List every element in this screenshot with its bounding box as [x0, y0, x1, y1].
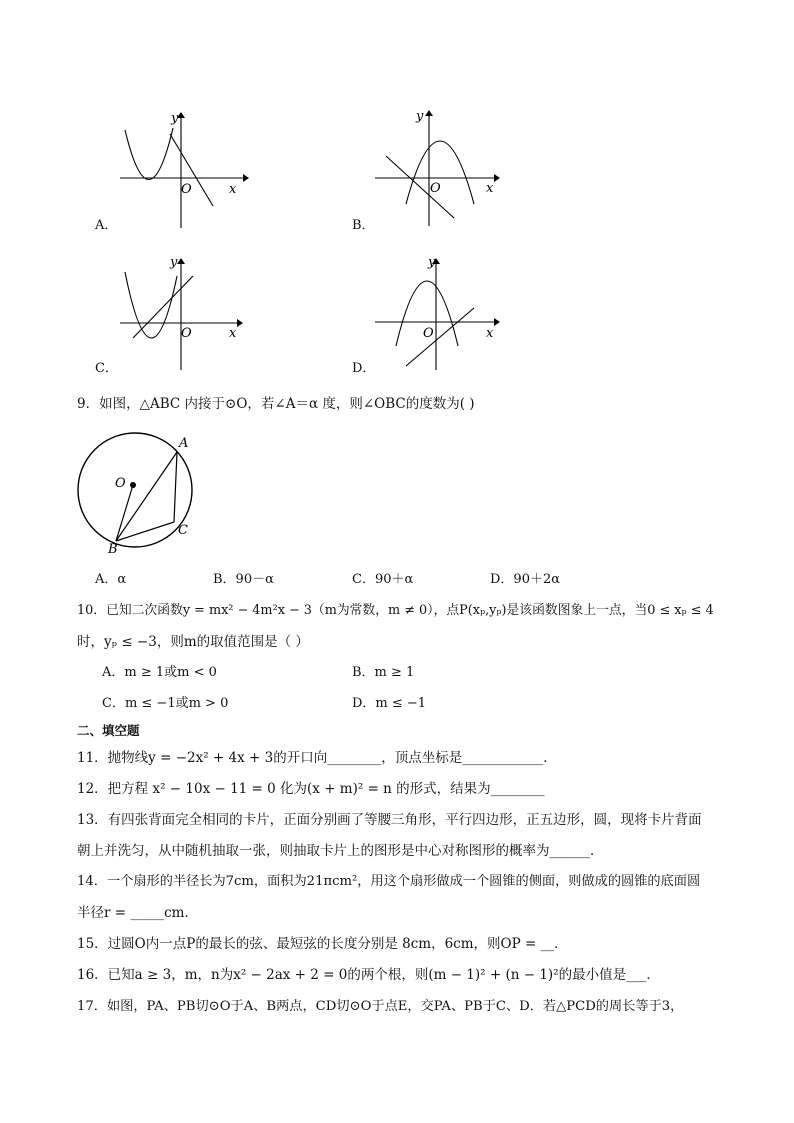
graph-b	[370, 108, 505, 228]
axis-y-label: y	[428, 255, 436, 270]
q10-line1: 10．已知二次函数y = mx² − 4m²x − 3（m为常数，m ≠ 0），点P(xₚ,yₚ)是该函数图象上一点，当0 ≤ xₚ ≤ 4	[77, 603, 714, 618]
q15-text: 15．过圆O内一点P的最长的弦、最短弦的长度分别是 8cm，6cm，则OP = __．	[77, 936, 568, 952]
q11-text: 11．抛物线y = −2x² + 4x + 3的开口向________，顶点坐标是____________．	[77, 750, 557, 766]
q10-option-b: B．m ≥ 1	[352, 665, 415, 680]
section-heading: 二、填空题	[77, 723, 140, 738]
q10-option-d: D．m ≤ −1	[352, 696, 427, 711]
q13-line2: 朝上并洗匀，从中随机抽取一张，则抽取卡片上的图形是中心对称图形的概率为______．	[77, 843, 604, 859]
graph-c	[115, 252, 250, 372]
q14-line2: 半径r = _____cm．	[77, 905, 198, 921]
q9-option-d: D．90＋2α	[490, 572, 561, 587]
q16-text: 16．已知a ≥ 3，m，n为x² − 2ax + 2 = 0的两个根，则(m − 1)² + (n − 1)²的最小值是___．	[77, 967, 660, 983]
q9-circle-figure	[70, 425, 210, 560]
origin-label: O	[181, 326, 192, 341]
q9-option-c: C．90＋α	[352, 572, 414, 587]
q10-option-c: C．m ≤ −1或m > 0	[102, 696, 229, 711]
q14-line1: 14．一个扇形的半径长为7cm，面积为21πcm²，用这个扇形做成一个圆锥的侧面，则做成的圆锥的底面圆	[77, 874, 701, 889]
q12-text: 12．把方程 x² − 10x − 11 = 0 化为(x + m)² = n 的形式，结果为________	[77, 781, 545, 797]
graph-a	[115, 110, 250, 230]
axis-x-label: x	[229, 182, 237, 197]
graph-a-label: A．	[95, 218, 118, 233]
q10-line2: 时，yₚ ≤ −3，则m的取值范围是（ ）	[77, 634, 309, 650]
graph-c-label: C．	[95, 361, 118, 376]
graph-d-label: D．	[352, 361, 376, 376]
q9-option-b: B．90－α	[213, 572, 274, 587]
axis-y-label: y	[416, 109, 424, 124]
origin-label: O	[423, 326, 434, 341]
q13-line1: 13．有四张背面完全相同的卡片，正面分别画了等腰三角形，平行四边形，正五边形，圆，现将卡片背面	[77, 812, 702, 828]
origin-label: O	[430, 181, 441, 196]
q17-text: 17．如图，PA、PB切⊙O于A、B两点，CD切⊙O于点E，交PA、PB于C、D．若△PCD的周长等于3，	[77, 999, 684, 1014]
axis-x-label: x	[229, 326, 237, 341]
axis-x-label: x	[486, 326, 494, 341]
point-o-label: O	[115, 476, 126, 491]
axis-y-label: y	[171, 111, 179, 126]
point-a-label: A	[179, 436, 189, 451]
axis-y-label: y	[170, 255, 178, 270]
axis-x-label: x	[486, 181, 494, 196]
q10-option-a: A．m ≥ 1或m < 0	[102, 665, 217, 680]
q9-text: 9．如图，△ABC 内接于⊙O，若∠A＝α 度，则∠OBC的度数为( )	[77, 396, 475, 412]
origin-label: O	[181, 182, 192, 197]
point-c-label: C	[178, 523, 188, 538]
q9-option-a: A．α	[95, 572, 127, 587]
graph-d	[370, 252, 505, 372]
graph-b-label: B．	[352, 218, 375, 233]
point-b-label: B	[108, 542, 118, 557]
